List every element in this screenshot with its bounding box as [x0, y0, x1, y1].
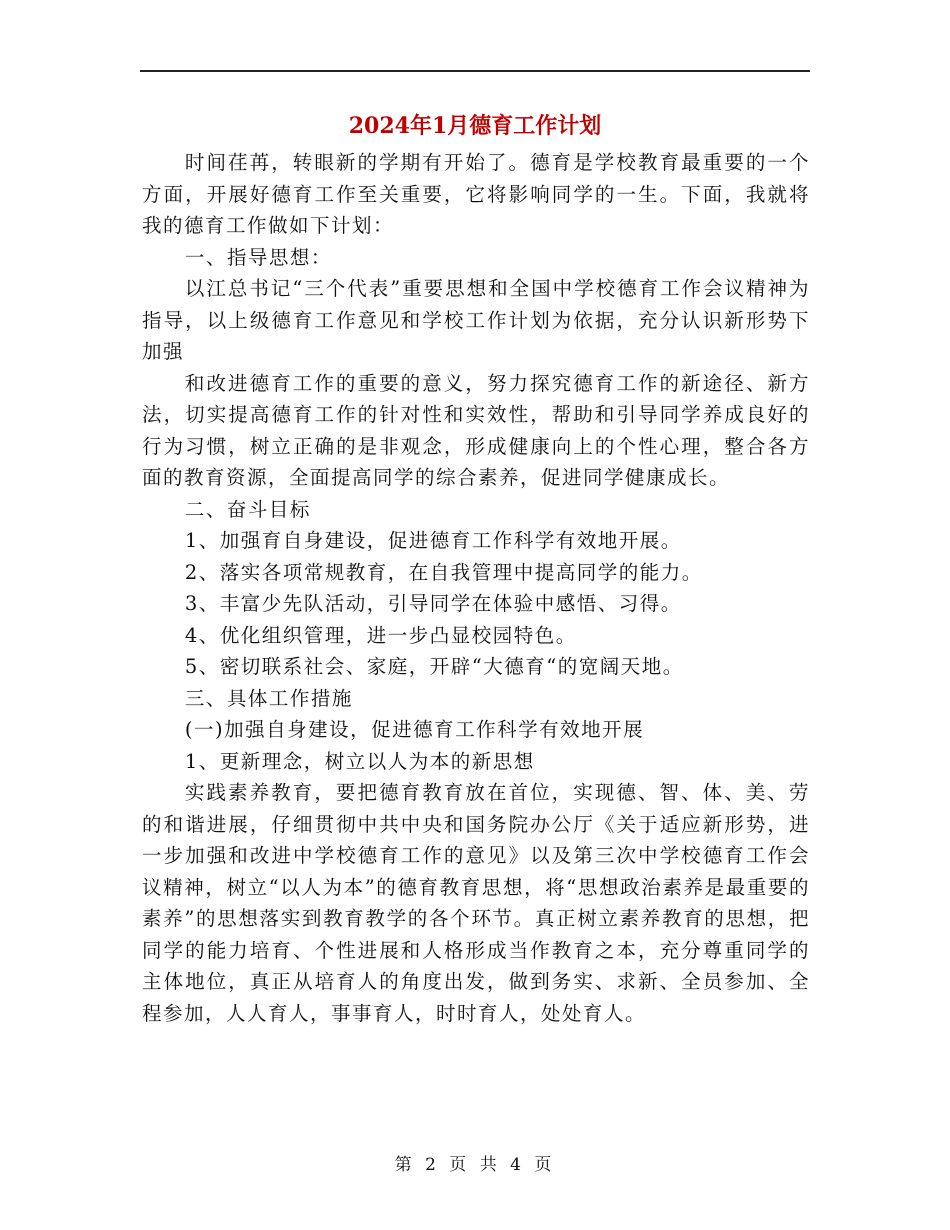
document-title: 2024年1月德育工作计划 — [348, 113, 602, 139]
guiding-thought-continued-paragraph: 和改进德育工作的重要的意义，努力探究德育工作的新途径、新方法，切实提高德育工作的针对性和实效性，帮助和引导同学养成良好的行为习惯，树立正确的是非观念，形成健康向上的个性心理，整合各方面的教育资源，全面提高同学的综合素养，促进同学健康成长。 — [142, 371, 810, 489]
subsection-heading-self-building: (一)加强自身建设，促进德育工作科学有效地开展 — [184, 718, 645, 741]
goal-item-1: 1、加强育自身建设，促进德育工作科学有效地开展。 — [184, 529, 682, 552]
intro-paragraph: 时间荏苒，转眼新的学期有开始了。德育是学校教育最重要的一个方面，开展好德育工作至关重要，它将影响同学的一生。下面，我就将我的德育工作做如下计划： — [142, 151, 810, 237]
goal-item-4: 4、优化组织管理，进一步凸显校园特色。 — [184, 623, 577, 647]
guiding-thought-paragraph: 以江总书记“三个代表”重要思想和全国中学校德育工作会议精神为指导，以上级德育工作意见和学校工作计划为依据，充分认识新形势下加强 — [142, 277, 810, 363]
goal-item-3: 3、丰富少先队活动，引导同学在体验中感悟、习得。 — [184, 592, 682, 615]
subsection-item-update-concepts: 1、更新理念，树立以人为本的新思想 — [184, 749, 535, 773]
section-heading-goals: 二、奋斗目标 — [184, 497, 311, 521]
goal-item-5: 5、密切联系社会、家庭，开辟“大德育“的宽阔天地。 — [184, 655, 684, 678]
page-number-footer: 第 2 页 共 4 页 — [394, 1155, 556, 1175]
section-heading-guiding-thought: 一、指导思想： — [184, 245, 332, 269]
quality-education-paragraph: 实践素养教育，要把德育教育放在首位，实现德、智、体、美、劳的和谐进展，仔细贯彻中共中央和国务院办公厅《关于适应新形势，进一步加强和改进中学校德育工作的意见》以及第三次中学校德育工作会议精神，树立“以人为本”的德育教育思想，将“思想政治素养是最重要的素养”的思想落实到教育教学的各个环节。真正树立素养教育的思想，把同学的能力培育、个性进展和人格形成当作教育之本，充分尊重同学的主体地位，真正从培育人的角度出发，做到务实、求新、全员参加、全程参加，人人育人，事事育人，时时育人，处处育人。 — [142, 781, 810, 1025]
goal-item-2: 2、落实各项常规教育，在自我管理中提高同学的能力。 — [184, 560, 703, 584]
section-heading-measures: 三、具体工作措施 — [184, 686, 353, 710]
header-rule — [140, 70, 810, 72]
document-body — [142, 147, 810, 1029]
